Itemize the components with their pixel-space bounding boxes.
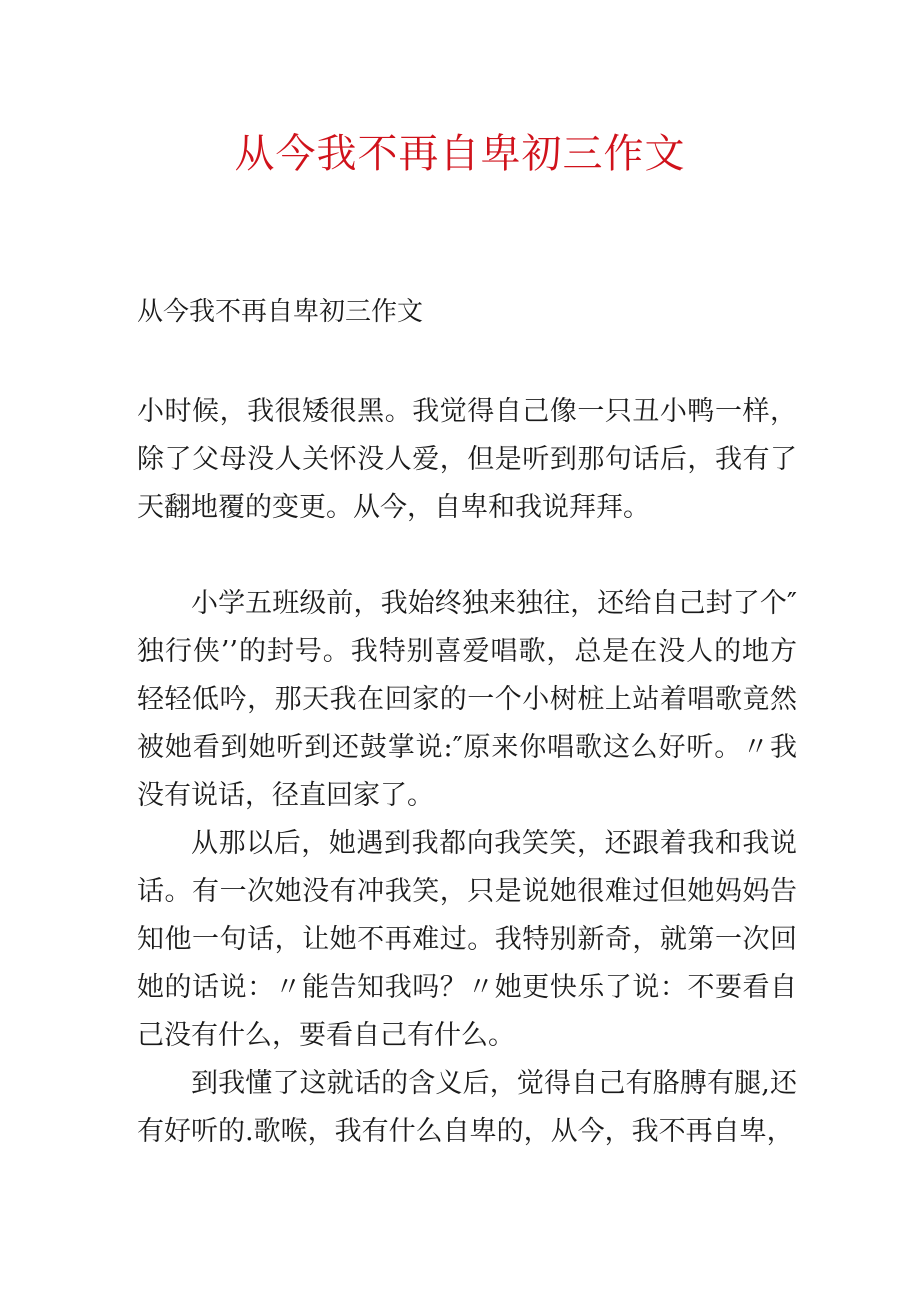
paragraph-2: 小学五班级前，我始终独来独往，还给自己封了个″独行侠’’的封号。我特别喜爱唱歌，总是在没人的地方轻轻低吟，那天我在回家的一个小树桩上站着唱歌竟然被她看到她听到还鼓掌说:″原来你唱歌这么好听。〃我没有说话，径直回家了。 [137,588,797,811]
document-subtitle: 从今我不再自卑初三作文 [137,297,424,327]
document-title: 从今我不再自卑初三作文 [234,131,686,177]
paragraph-3: 从那以后，她遇到我都向我笑笑，还跟着我和我说话。有一次她没有冲我笑，只是说她很难过但她妈妈告知他一句话，让她不再难过。我特别新奇，就第一次回她的话说：〃能告知我吗？〃她更快乐了说：不要看自己没有什么，要看自己有什么。 [137,828,797,1051]
paragraph-1: 小时候，我很矮很黑。我觉得自己像一只丑小鸭一样，除了父母没人关怀没人爱，但是听到那句话后，我有了天翻地覆的变更。从今，自卑和我说拜拜。 [137,396,797,523]
paragraph-4: 到我懂了这就话的含义后，觉得自己有胳膊有腿,还有好听的.歌喉，我有什么自卑的，从今，我不再自卑， [137,1068,797,1147]
